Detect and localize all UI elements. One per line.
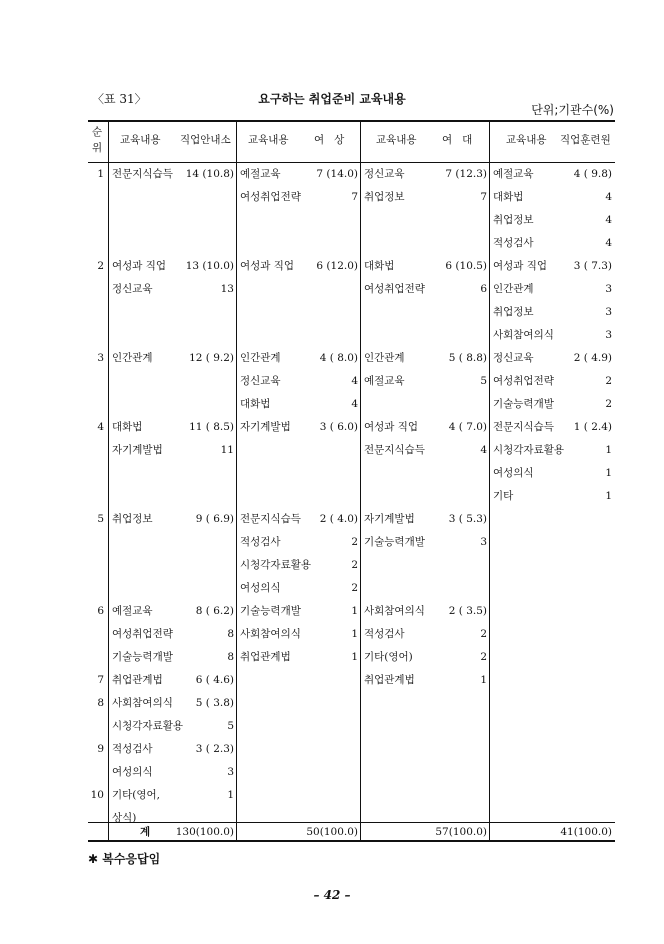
row-content-job-center: 기타(영어, <box>112 789 161 801</box>
row-content-womens-university: 취업관계법 <box>364 674 415 686</box>
header-training-center: 직업훈련원 <box>560 134 611 146</box>
row-content-womens-university: 여성과 직업 <box>364 421 419 433</box>
row-content-job-center: 인간관계 <box>112 352 153 364</box>
row-value-girls-highschool: 2 <box>351 582 358 594</box>
row-value-training-center: 3 <box>605 306 612 318</box>
row-rank: 5 <box>97 513 104 525</box>
survey-table <box>88 120 615 842</box>
row-content-womens-university: 인간관계 <box>364 352 405 364</box>
row-content-job-center: 정신교육 <box>112 283 153 295</box>
row-content-girls-highschool: 기술능력개발 <box>240 605 301 617</box>
row-content-job-center: 대화법 <box>112 421 143 433</box>
row-content-girls-highschool: 자기계발법 <box>240 421 291 433</box>
row-value-womens-university: 1 <box>480 674 487 686</box>
row-value-job-center: 13 (10.0) <box>185 260 234 272</box>
row-content-training-center: 전문지식습득 <box>493 421 554 433</box>
row-value-job-center: 8 ( 6.2) <box>195 605 234 617</box>
row-content-womens-university: 적성검사 <box>364 628 405 640</box>
row-content-job-center: 시청각자료활용 <box>112 720 184 732</box>
table-label: 〈표 31〉 <box>92 92 147 106</box>
row-content-girls-highschool: 여성의식 <box>240 582 281 594</box>
header-content-2: 교육내용 <box>248 134 289 146</box>
row-content-womens-university: 여성취업전략 <box>364 283 425 295</box>
row-content-girls-highschool: 적성검사 <box>240 536 281 548</box>
row-content-job-center: 취업관계법 <box>112 674 163 686</box>
row-value-job-center: 3 <box>227 766 234 778</box>
row-value-womens-university: 5 <box>480 375 487 387</box>
table-grid <box>88 120 615 842</box>
row-value-womens-university: 4 <box>480 444 487 456</box>
row-value-training-center: 1 <box>605 467 612 479</box>
row-value-womens-university: 7 (12.3) <box>445 168 487 180</box>
row-value-girls-highschool: 6 (12.0) <box>316 260 358 272</box>
row-content-girls-highschool: 전문지식습득 <box>240 513 301 525</box>
row-content-training-center: 취업정보 <box>493 214 534 226</box>
row-rank: 4 <box>97 421 104 433</box>
row-value-training-center: 4 <box>605 214 612 226</box>
row-content-womens-university: 자기계발법 <box>364 513 415 525</box>
row-rank: 8 <box>97 697 104 709</box>
row-value-training-center: 3 <box>605 283 612 295</box>
row-content-training-center: 여성취업전략 <box>493 375 554 387</box>
row-value-job-center: 5 ( 3.8) <box>195 697 234 709</box>
footnote: ✱ 복수응답임 <box>88 852 161 866</box>
row-value-girls-highschool: 4 <box>351 375 358 387</box>
row-rank: 7 <box>97 674 104 686</box>
row-content-girls-highschool: 취업관계법 <box>240 651 291 663</box>
row-value-girls-highschool: 3 ( 6.0) <box>319 421 358 433</box>
row-value-girls-highschool: 7 (14.0) <box>316 168 358 180</box>
row-rank: 9 <box>97 743 104 755</box>
row-value-job-center: 1 <box>227 789 234 801</box>
row-content-job-center: 취업정보 <box>112 513 153 525</box>
row-content-womens-university: 기타(영어) <box>364 651 413 663</box>
row-value-girls-highschool: 4 ( 8.0) <box>319 352 358 364</box>
row-rank: 6 <box>97 605 104 617</box>
row-content-girls-highschool: 정신교육 <box>240 375 281 387</box>
row-content-womens-university: 사회참여의식 <box>364 605 425 617</box>
row-value-job-center: 8 <box>227 628 234 640</box>
row-value-job-center: 13 <box>220 283 234 295</box>
row-value-womens-university: 2 <box>480 628 487 640</box>
row-value-job-center: 9 ( 6.9) <box>195 513 234 525</box>
row-value-womens-university: 6 <box>480 283 487 295</box>
row-content-job-center: 상식) <box>112 812 137 824</box>
row-value-training-center: 2 <box>605 375 612 387</box>
row-content-training-center: 대화법 <box>493 191 524 203</box>
row-content-womens-university: 취업정보 <box>364 191 405 203</box>
row-value-girls-highschool: 2 ( 4.0) <box>319 513 358 525</box>
row-content-womens-university: 예절교육 <box>364 375 405 387</box>
row-content-womens-university: 전문지식습득 <box>364 444 425 456</box>
row-content-womens-university: 기술능력개발 <box>364 536 425 548</box>
row-value-job-center: 11 ( 8.5) <box>189 421 234 433</box>
row-content-job-center: 예절교육 <box>112 605 153 617</box>
row-value-womens-university: 2 <box>480 651 487 663</box>
unit-label: 단위;기관수(%) <box>531 103 614 117</box>
row-content-girls-highschool: 시청각자료활용 <box>240 559 312 571</box>
total-training-center: 41(100.0) <box>560 826 612 838</box>
row-rank: 1 <box>97 168 104 180</box>
header-content-3: 교육내용 <box>376 134 417 146</box>
row-value-training-center: 4 <box>605 191 612 203</box>
total-label: 계 <box>140 826 151 838</box>
row-value-job-center: 14 (10.8) <box>185 168 234 180</box>
row-value-training-center: 2 <box>605 398 612 410</box>
row-content-training-center: 여성의식 <box>493 467 534 479</box>
row-content-job-center: 여성과 직업 <box>112 260 167 272</box>
total-womens-university: 57(100.0) <box>435 826 487 838</box>
row-content-training-center: 시청각자료활용 <box>493 444 565 456</box>
page-number: – 42 – <box>313 888 351 902</box>
row-value-job-center: 8 <box>227 651 234 663</box>
row-content-training-center: 인간관계 <box>493 283 534 295</box>
row-content-training-center: 기타 <box>493 490 514 502</box>
row-value-training-center: 3 <box>605 329 612 341</box>
header-content-1: 교육내용 <box>120 134 161 146</box>
row-value-girls-highschool: 1 <box>351 605 358 617</box>
row-value-job-center: 6 ( 4.6) <box>195 674 234 686</box>
row-value-girls-highschool: 4 <box>351 398 358 410</box>
row-value-girls-highschool: 2 <box>351 559 358 571</box>
header-womens-university: 여 대 <box>442 134 473 146</box>
total-job-center: 130(100.0) <box>175 826 234 838</box>
row-value-training-center: 3 ( 7.3) <box>573 260 612 272</box>
row-content-job-center: 여성취업전략 <box>112 628 173 640</box>
row-content-girls-highschool: 대화법 <box>240 398 271 410</box>
row-value-girls-highschool: 2 <box>351 536 358 548</box>
row-value-womens-university: 5 ( 8.8) <box>448 352 487 364</box>
row-value-job-center: 12 ( 9.2) <box>189 352 234 364</box>
header-girls-highschool: 여 상 <box>314 134 345 146</box>
row-value-job-center: 11 <box>220 444 234 456</box>
row-value-training-center: 2 ( 4.9) <box>573 352 612 364</box>
row-content-job-center: 기술능력개발 <box>112 651 173 663</box>
total-girls-highschool: 50(100.0) <box>306 826 358 838</box>
row-content-training-center: 예절교육 <box>493 168 534 180</box>
row-content-womens-university: 정신교육 <box>364 168 405 180</box>
table-title: 요구하는 취업준비 교육내용 <box>258 92 406 106</box>
row-value-womens-university: 2 ( 3.5) <box>448 605 487 617</box>
row-content-job-center: 자기계발법 <box>112 444 163 456</box>
row-value-womens-university: 6 (10.5) <box>445 260 487 272</box>
row-content-girls-highschool: 예절교육 <box>240 168 281 180</box>
row-content-training-center: 취업정보 <box>493 306 534 318</box>
row-value-womens-university: 3 <box>480 536 487 548</box>
row-value-job-center: 5 <box>227 720 234 732</box>
row-content-training-center: 사회참여의식 <box>493 329 554 341</box>
row-value-training-center: 4 ( 9.8) <box>573 168 612 180</box>
row-content-womens-university: 대화법 <box>364 260 395 272</box>
row-content-job-center: 적성검사 <box>112 743 153 755</box>
header-content-4: 교육내용 <box>506 134 547 146</box>
row-rank: 3 <box>97 352 104 364</box>
row-value-womens-university: 7 <box>480 191 487 203</box>
row-value-girls-highschool: 1 <box>351 651 358 663</box>
row-content-training-center: 기술능력개발 <box>493 398 554 410</box>
row-value-girls-highschool: 7 <box>351 191 358 203</box>
row-value-womens-university: 4 ( 7.0) <box>448 421 487 433</box>
row-value-training-center: 1 <box>605 490 612 502</box>
row-rank: 2 <box>97 260 104 272</box>
row-content-job-center: 전문지식습득 <box>112 168 173 180</box>
row-value-training-center: 1 <box>605 444 612 456</box>
row-content-girls-highschool: 여성과 직업 <box>240 260 295 272</box>
row-value-womens-university: 3 ( 5.3) <box>448 513 487 525</box>
header-job-center: 직업안내소 <box>180 134 231 146</box>
row-content-girls-highschool: 인간관계 <box>240 352 281 364</box>
row-content-job-center: 여성의식 <box>112 766 153 778</box>
row-content-training-center: 적성검사 <box>493 237 534 249</box>
row-content-training-center: 정신교육 <box>493 352 534 364</box>
row-value-job-center: 3 ( 2.3) <box>195 743 234 755</box>
header-rank: 순 위 <box>92 126 103 154</box>
row-content-training-center: 여성과 직업 <box>493 260 548 272</box>
row-value-training-center: 1 ( 2.4) <box>573 421 612 433</box>
row-rank: 10 <box>90 789 104 801</box>
row-content-girls-highschool: 사회참여의식 <box>240 628 301 640</box>
row-value-girls-highschool: 1 <box>351 628 358 640</box>
row-value-training-center: 4 <box>605 237 612 249</box>
row-content-girls-highschool: 여성취업전략 <box>240 191 301 203</box>
row-content-job-center: 사회참여의식 <box>112 697 173 709</box>
